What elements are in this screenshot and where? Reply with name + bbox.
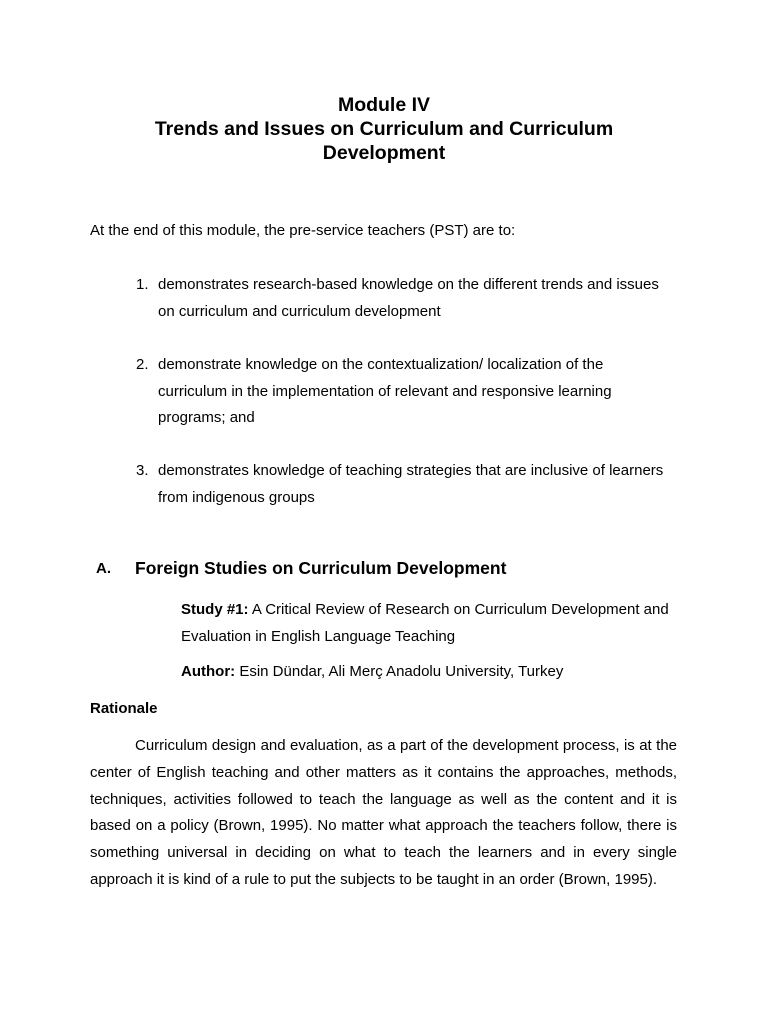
objective-text-line: demonstrates knowledge of teaching strategies that are inclusive of learners	[158, 462, 664, 479]
paragraph-line: center of English teaching and other matters as it contains the approaches, methods,	[90, 763, 677, 781]
objective-number: 1.	[136, 276, 149, 293]
author-value: Esin Dündar, Ali Merç Anadolu University, Turkey	[239, 663, 564, 680]
rationale-heading: Rationale	[90, 700, 158, 717]
paragraph-line: Curriculum design and evaluation, as a part of the development process, is at the	[135, 737, 677, 754]
objective-text-line: programs; and	[158, 409, 255, 426]
objective-item-1	[136, 272, 696, 325]
study-citation	[181, 596, 691, 650]
paragraph-line: something universal in deciding on what to teach the learners and in every single	[90, 844, 677, 862]
objective-number: 3.	[136, 462, 149, 479]
author-citation	[181, 660, 563, 684]
objective-number: 2.	[136, 356, 149, 373]
module-title	[0, 93, 768, 165]
section-heading: Foreign Studies on Curriculum Development	[135, 558, 507, 578]
module-title-line-2: Trends and Issues on Curriculum and Curriculum	[154, 118, 614, 140]
paragraph-line: based on a policy (Brown, 1995). No matter what approach the teachers follow, there is	[90, 817, 677, 835]
objective-text-line: demonstrates research-based knowledge on the different trends and issues	[158, 276, 659, 293]
author-label: Author:	[181, 663, 236, 680]
objective-text-line: curriculum in the implementation of relevant and responsive learning	[158, 382, 612, 400]
intro-text: At the end of this module, the pre-service teachers (PST) are to:	[90, 222, 516, 239]
study-title-line-1: A Critical Review of Research on Curriculum Development and	[251, 601, 669, 618]
paragraph-line: techniques, activities followed to teach the language as well as the content and it is	[90, 790, 677, 808]
objective-item-3	[136, 458, 696, 511]
study-title-line-2: Evaluation in English Language Teaching	[181, 628, 456, 645]
objective-item-2	[136, 352, 696, 432]
module-title-line-3: Development	[322, 142, 446, 164]
objective-text-line: on curriculum and curriculum development	[158, 302, 441, 320]
paragraph-line: approach it is kind of a rule to put the subjects to be taught in an order (Brown, 1995).	[90, 870, 658, 888]
study-label: Study #1:	[181, 601, 249, 618]
objective-text-line: from indigenous groups	[158, 488, 315, 506]
module-title-line-1: Module IV	[337, 94, 431, 116]
objective-text-line: demonstrate knowledge on the contextualization/ localization of the	[158, 356, 604, 373]
section-letter: A.	[96, 560, 111, 577]
rationale-paragraph	[90, 733, 677, 894]
